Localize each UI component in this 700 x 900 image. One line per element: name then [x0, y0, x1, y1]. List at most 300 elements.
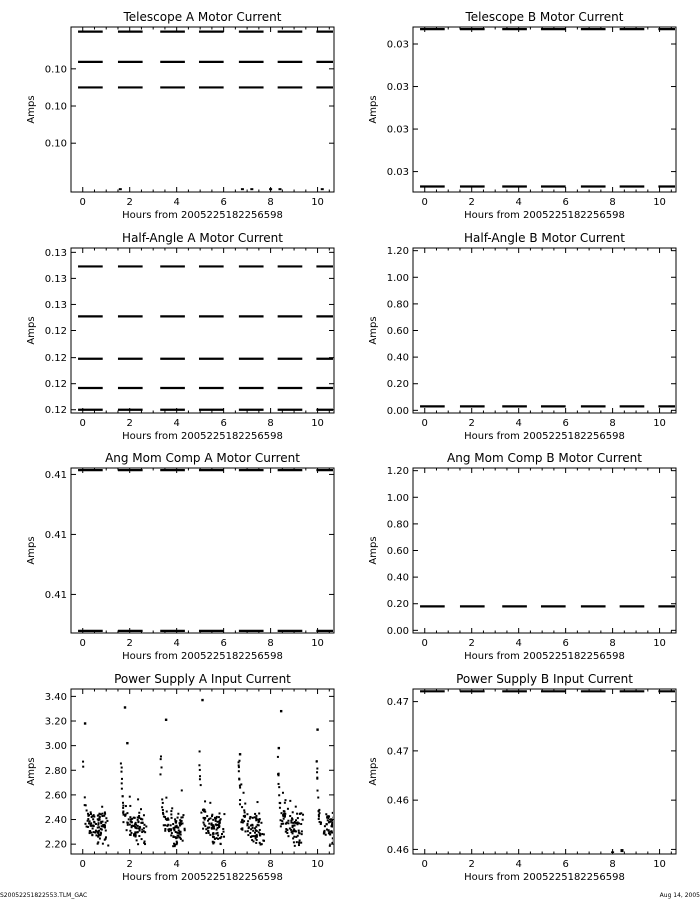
data-point	[298, 832, 300, 834]
data-point	[255, 836, 257, 838]
chart-panel	[368, 231, 676, 442]
data-point	[97, 843, 99, 845]
data-point	[122, 805, 124, 807]
data-point	[321, 188, 324, 190]
data-point	[204, 800, 206, 802]
data-point	[290, 822, 292, 824]
chart-panel	[26, 451, 334, 662]
data-point	[325, 813, 327, 815]
x-axis-label: Hours from 2005225182256598	[464, 651, 625, 662]
data-point	[340, 814, 342, 816]
data-point	[292, 832, 294, 834]
data-point	[124, 706, 126, 708]
data-point	[278, 747, 280, 749]
data-point	[139, 828, 141, 830]
data-point	[340, 835, 342, 837]
data-point	[99, 816, 101, 818]
data-point	[220, 843, 222, 845]
data-point	[292, 825, 294, 827]
data-point	[105, 822, 107, 824]
data-point	[121, 767, 123, 769]
data-point	[318, 816, 320, 818]
data-point	[336, 835, 338, 837]
data-point	[285, 830, 287, 832]
x-tick-label: 10	[653, 859, 666, 870]
data-point	[105, 838, 107, 840]
data-point	[269, 188, 272, 190]
data-point	[278, 794, 280, 796]
data-point	[260, 822, 262, 824]
data-point	[323, 831, 325, 833]
x-tick-label: 0	[421, 197, 428, 208]
data-point	[172, 845, 174, 847]
x-axis-label: Hours from 2005225182256598	[122, 872, 283, 883]
data-point	[255, 826, 257, 828]
data-point	[243, 792, 245, 794]
data-point	[301, 833, 303, 835]
y-axis-label: Amps	[26, 757, 37, 786]
data-point	[297, 817, 299, 819]
data-point	[213, 828, 215, 830]
data-point	[159, 773, 161, 775]
data-point	[95, 834, 97, 836]
data-point	[143, 824, 145, 826]
y-tick-label: 0.12	[44, 326, 67, 337]
data-point	[248, 827, 250, 829]
data-point	[163, 816, 165, 818]
y-tick-label: 0.46	[386, 795, 409, 807]
y-tick-label: 1.20	[386, 246, 409, 258]
data-point	[93, 831, 95, 833]
data-point	[164, 828, 166, 830]
data-point	[238, 778, 240, 780]
data-point	[141, 838, 143, 840]
data-point	[293, 836, 295, 838]
data-point	[283, 818, 285, 820]
data-point	[82, 761, 84, 763]
y-tick-label: 3.00	[44, 741, 67, 753]
data-point	[100, 833, 102, 835]
data-point	[199, 778, 201, 780]
data-point	[89, 832, 91, 834]
y-tick-label: 0.10	[44, 64, 67, 76]
data-point	[336, 817, 338, 819]
data-point	[162, 802, 164, 804]
x-tick-label: 6	[220, 859, 227, 870]
x-tick-label: 6	[220, 638, 227, 649]
data-point	[138, 815, 140, 817]
data-point	[161, 806, 163, 808]
data-point	[238, 760, 240, 762]
data-point	[207, 820, 209, 822]
data-point	[244, 803, 246, 805]
data-point	[289, 815, 291, 817]
chart-panel	[368, 672, 676, 883]
data-layer	[420, 29, 675, 186]
data-point	[302, 819, 304, 821]
data-point	[160, 758, 162, 760]
data-point	[317, 790, 319, 792]
y-tick-label: 0.03	[386, 124, 409, 136]
data-point	[254, 813, 256, 815]
data-point	[101, 815, 103, 817]
data-point	[244, 830, 246, 832]
plot-frame	[413, 27, 676, 192]
data-point	[286, 822, 288, 824]
y-axis-label: Amps	[26, 316, 37, 345]
data-point	[133, 817, 135, 819]
data-point	[254, 832, 256, 834]
data-point	[258, 812, 260, 814]
data-point	[319, 812, 321, 814]
data-point	[282, 814, 284, 816]
x-tick-label: 8	[609, 197, 616, 208]
data-point	[244, 815, 246, 817]
data-point	[125, 805, 127, 807]
data-point	[255, 815, 257, 817]
data-point	[84, 796, 86, 798]
data-point	[259, 818, 261, 820]
data-point	[285, 828, 287, 830]
data-point	[180, 817, 182, 819]
y-axis-label: Amps	[368, 316, 379, 345]
data-point	[145, 825, 147, 827]
data-point	[129, 830, 131, 832]
data-point	[295, 822, 297, 824]
chart-panel	[26, 10, 334, 221]
data-point	[205, 832, 207, 834]
data-point	[164, 824, 166, 826]
data-point	[292, 811, 294, 813]
data-point	[241, 806, 243, 808]
data-point	[203, 809, 205, 811]
x-tick-label: 4	[173, 197, 180, 208]
chart-title: Half-Angle A Motor Current	[122, 231, 283, 245]
y-tick-label: 1.20	[386, 466, 409, 478]
data-point	[296, 813, 298, 815]
data-point	[122, 795, 124, 797]
y-tick-label: 0.12	[44, 379, 67, 391]
chart-panel	[368, 10, 676, 221]
chart-title: Telescope A Motor Current	[123, 10, 282, 24]
data-point	[210, 817, 212, 819]
x-tick-label: 2	[468, 197, 475, 208]
data-point	[87, 815, 89, 817]
data-point	[254, 816, 256, 818]
data-point	[318, 818, 320, 820]
data-point	[239, 799, 241, 801]
x-tick-label: 2	[126, 418, 133, 429]
data-point	[120, 762, 122, 764]
x-tick-label: 2	[468, 638, 475, 649]
data-point	[292, 837, 294, 839]
y-tick-label: 0.13	[44, 247, 67, 259]
data-point	[86, 826, 88, 828]
y-tick-label: 3.20	[44, 716, 67, 728]
x-tick-label: 4	[515, 859, 522, 870]
data-point	[202, 822, 204, 824]
data-point	[175, 820, 177, 822]
x-tick-label: 10	[653, 638, 666, 649]
data-point	[165, 797, 167, 799]
data-point	[243, 809, 245, 811]
data-point	[279, 807, 281, 809]
data-point	[256, 830, 258, 832]
data-point	[121, 782, 123, 784]
data-point	[336, 822, 338, 824]
data-point	[179, 837, 181, 839]
data-point	[223, 836, 225, 838]
x-tick-label: 10	[653, 418, 666, 429]
data-point	[316, 761, 318, 763]
data-point	[298, 830, 300, 832]
data-point	[213, 841, 215, 843]
x-tick-label: 10	[311, 197, 324, 208]
y-axis-label: Amps	[26, 95, 37, 124]
data-point	[138, 835, 140, 837]
data-point	[176, 841, 178, 843]
data-point	[122, 807, 124, 809]
data-point	[277, 756, 279, 758]
data-point	[284, 816, 286, 818]
y-tick-label: 0.10	[44, 101, 67, 113]
data-layer	[420, 691, 675, 854]
data-point	[316, 771, 318, 773]
data-point	[252, 830, 254, 832]
data-point	[176, 843, 178, 845]
data-point	[91, 816, 93, 818]
data-point	[97, 836, 99, 838]
data-point	[295, 819, 297, 821]
data-point	[206, 815, 208, 817]
data-point	[330, 820, 332, 822]
data-point	[287, 820, 289, 822]
x-tick-label: 0	[79, 859, 86, 870]
data-point	[92, 818, 94, 820]
data-point	[205, 828, 207, 830]
data-point	[137, 831, 139, 833]
data-point	[101, 829, 103, 831]
data-point	[287, 808, 289, 810]
data-point	[94, 832, 96, 834]
data-point	[84, 804, 86, 806]
data-point	[300, 842, 302, 844]
data-point	[210, 824, 212, 826]
data-point	[280, 710, 282, 712]
data-point	[240, 783, 242, 785]
data-point	[166, 819, 168, 821]
data-point	[250, 836, 252, 838]
data-point	[293, 841, 295, 843]
data-point	[339, 845, 341, 847]
data-point	[177, 832, 179, 834]
data-point	[218, 820, 220, 822]
data-point	[82, 766, 84, 768]
data-point	[281, 812, 283, 814]
data-point	[261, 843, 263, 845]
data-point	[222, 831, 224, 833]
plot-frame	[413, 248, 676, 413]
x-tick-label: 8	[609, 859, 616, 870]
data-point	[84, 722, 86, 724]
y-tick-label: 0.00	[386, 625, 409, 637]
x-tick-label: 0	[421, 859, 428, 870]
data-point	[182, 814, 184, 816]
y-tick-label: 1.00	[386, 272, 409, 284]
data-point	[259, 833, 261, 835]
chart-title: Power Supply A Input Current	[114, 672, 291, 686]
y-tick-label: 0.46	[386, 844, 409, 856]
data-point	[255, 818, 257, 820]
x-tick-label: 10	[653, 197, 666, 208]
data-point	[332, 812, 334, 814]
data-point	[335, 842, 337, 844]
plot-frame	[413, 468, 676, 633]
y-tick-label: 0.13	[44, 299, 67, 311]
data-point	[105, 830, 107, 832]
x-tick-label: 4	[173, 418, 180, 429]
data-point	[171, 832, 173, 834]
data-point	[84, 823, 86, 825]
data-point	[201, 699, 203, 701]
data-point	[316, 768, 318, 770]
x-tick-label: 0	[79, 418, 86, 429]
data-point	[257, 824, 259, 826]
data-point	[133, 835, 135, 837]
y-tick-label: 2.60	[44, 790, 67, 802]
data-point	[300, 823, 302, 825]
data-point	[335, 833, 337, 835]
data-point	[102, 824, 104, 826]
data-point	[90, 832, 92, 834]
data-point	[316, 777, 318, 779]
data-point	[335, 812, 337, 814]
y-tick-label: 0.03	[386, 167, 409, 179]
data-point	[130, 834, 132, 836]
data-point	[256, 839, 258, 841]
data-point	[139, 827, 141, 829]
data-point	[316, 728, 318, 730]
data-point	[89, 823, 91, 825]
data-point	[97, 831, 99, 833]
data-point	[337, 831, 339, 833]
y-tick-label: 0.47	[386, 746, 409, 758]
plot-frame	[71, 27, 334, 192]
data-point	[620, 849, 623, 852]
data-point	[93, 825, 95, 827]
data-point	[129, 796, 131, 798]
data-point	[208, 823, 210, 825]
data-point	[103, 815, 105, 817]
x-tick-label: 2	[468, 418, 475, 429]
data-point	[242, 821, 244, 823]
data-point	[217, 827, 219, 829]
y-tick-label: 1.00	[386, 492, 409, 504]
x-tick-label: 10	[311, 638, 324, 649]
data-point	[328, 831, 330, 833]
data-point	[177, 834, 179, 836]
data-point	[200, 812, 202, 814]
y-tick-label: 2.80	[44, 765, 67, 777]
data-point	[239, 803, 241, 805]
chart-panel	[368, 451, 676, 662]
data-layer	[78, 266, 333, 409]
data-point	[89, 820, 91, 822]
data-point	[241, 829, 243, 831]
y-tick-label: 3.40	[44, 691, 67, 703]
data-point	[102, 843, 104, 845]
x-tick-label: 2	[126, 197, 133, 208]
chart-title: Telescope B Motor Current	[465, 10, 624, 24]
data-point	[212, 819, 214, 821]
data-point	[175, 831, 177, 833]
data-layer	[78, 32, 333, 191]
x-tick-label: 6	[562, 418, 569, 429]
data-point	[130, 818, 132, 820]
data-point	[174, 818, 176, 820]
data-point	[319, 821, 321, 823]
y-tick-label: 0.41	[44, 529, 67, 541]
data-point	[95, 823, 97, 825]
data-point	[299, 813, 301, 815]
data-point	[302, 814, 304, 816]
data-point	[214, 838, 216, 840]
data-point	[177, 813, 179, 815]
data-point	[174, 826, 176, 828]
data-point	[130, 832, 132, 834]
data-layer	[78, 470, 333, 631]
data-point	[298, 842, 300, 844]
data-point	[162, 809, 164, 811]
data-point	[129, 824, 131, 826]
data-point	[172, 823, 174, 825]
y-tick-label: 0.03	[386, 82, 409, 94]
data-point	[170, 810, 172, 812]
data-point	[249, 816, 251, 818]
y-tick-label: 2.40	[44, 815, 67, 827]
data-point	[137, 819, 139, 821]
chart-panel	[26, 672, 342, 883]
data-point	[143, 814, 145, 816]
data-point	[121, 778, 123, 780]
data-point	[131, 826, 133, 828]
data-point	[104, 813, 106, 815]
data-point	[203, 824, 205, 826]
data-point	[332, 837, 334, 839]
data-point	[126, 829, 128, 831]
y-tick-label: 0.20	[386, 599, 409, 611]
data-point	[295, 806, 297, 808]
data-point	[127, 824, 129, 826]
data-point	[137, 843, 139, 845]
data-point	[211, 814, 213, 816]
data-point	[123, 814, 125, 816]
data-point	[202, 828, 204, 830]
x-tick-label: 6	[220, 418, 227, 429]
y-tick-label: 0.40	[386, 572, 409, 584]
data-point	[335, 834, 337, 836]
x-axis-label: Hours from 2005225182256598	[122, 651, 283, 662]
data-point	[209, 802, 211, 804]
data-point	[143, 842, 145, 844]
y-tick-label: 0.60	[386, 546, 409, 557]
data-point	[278, 786, 280, 788]
data-point	[128, 818, 130, 820]
data-point	[166, 810, 168, 812]
data-point	[337, 821, 339, 823]
data-point	[198, 764, 200, 766]
data-point	[278, 774, 280, 776]
